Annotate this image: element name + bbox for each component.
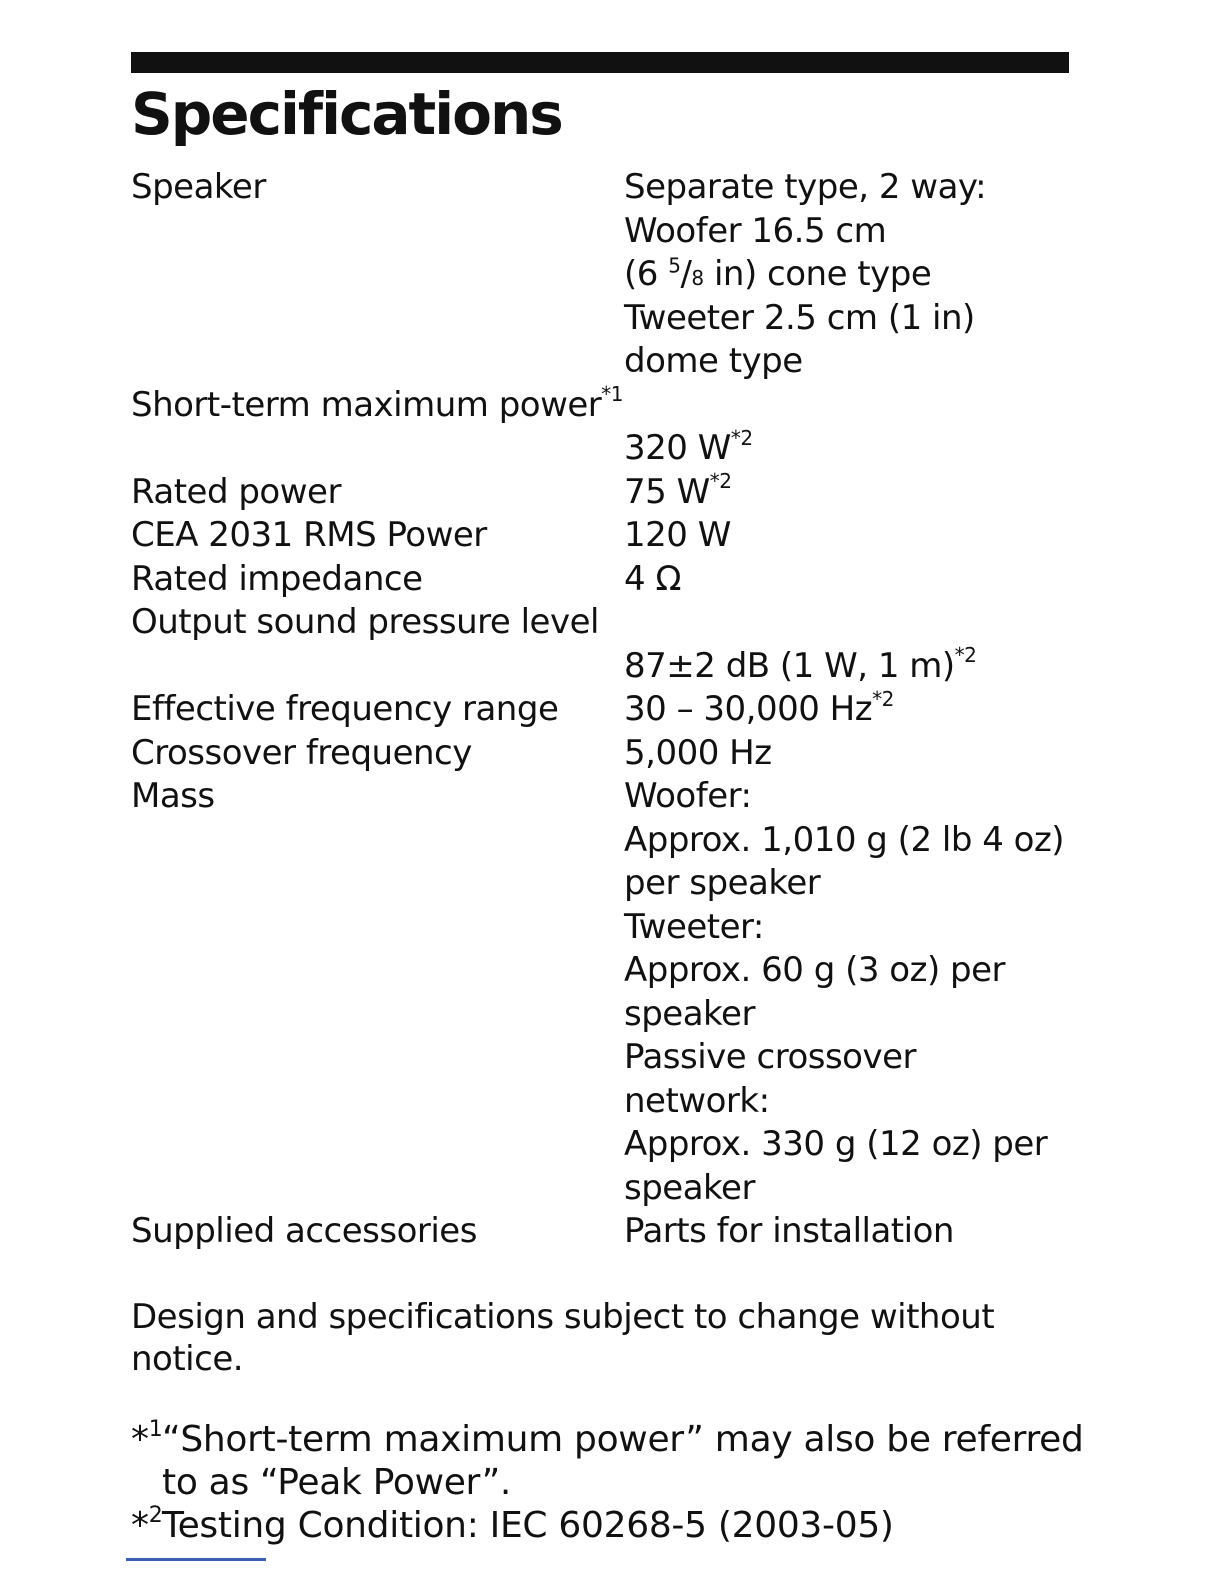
spec-label: CEA 2031 RMS Power [131, 515, 487, 555]
footnote-1 [131, 1418, 1091, 1504]
spec-value-line: Approx. 1,010 g (2 lb 4 oz) [624, 819, 1065, 860]
footnote-number: 1 [148, 1417, 163, 1442]
spec-value-line: Passive crossover [624, 1037, 917, 1077]
footnote-text-line: “Short-term maximum power” may also be referred [162, 1419, 1084, 1460]
spec-label: Crossover frequency [131, 732, 472, 773]
change-notice [131, 1296, 1091, 1380]
spec-row-crossover-frequency [131, 732, 1091, 776]
footnote-text-line: to as “Peak Power”. [162, 1462, 512, 1503]
spec-value-part: (6 [624, 254, 669, 294]
spec-value-line: network: [624, 1080, 770, 1121]
footnote-text-line: Testing Condition: IEC 60268-5 (2003-05) [162, 1505, 894, 1546]
spec-value-line [624, 688, 1091, 732]
spec-row-mass [131, 775, 1091, 1210]
spec-row-rated-power [131, 471, 1091, 515]
spec-row-effective-frequency-range [131, 688, 1091, 732]
page-title: Specifications [131, 80, 562, 148]
footnote-marker: *$^2$ [131, 1503, 163, 1546]
spec-value-text: 30 – 30,000 Hz [624, 689, 873, 729]
change-notice-line: Design and specifications subject to change without [131, 1297, 995, 1337]
footnote-ref: *1 [601, 382, 624, 407]
spec-value [131, 166, 1091, 384]
section-header-bar [131, 52, 1069, 73]
spec-row-cea-rms-power [131, 514, 1091, 558]
spec-value-part: in) cone type [703, 254, 932, 294]
spec-value-line: Tweeter: [624, 906, 764, 947]
spec-label: Output sound pressure level [131, 602, 599, 642]
spec-row-rated-impedance [131, 558, 1091, 602]
spec-value-line [624, 427, 1091, 471]
change-notice-line: notice. [131, 1339, 244, 1379]
spec-value-text: 87±2 dB (1 W, 1 m) [624, 645, 955, 686]
spec-value-line: Tweeter 2.5 cm (1 in) [624, 297, 975, 338]
spec-label: Effective frequency range [131, 689, 559, 729]
spec-value-line: per speaker [624, 863, 821, 903]
spec-label: Speaker [131, 167, 266, 207]
spec-value-line: 4 Ω [624, 558, 681, 599]
spec-label: Mass [131, 776, 215, 816]
spec-value [131, 775, 1091, 1210]
spec-row-supplied-accessories [131, 1210, 1091, 1254]
footnotes [131, 1418, 1091, 1547]
spec-value-line: Separate type, 2 way: [624, 167, 987, 207]
spec-value [131, 645, 1091, 689]
spec-value-line: Parts for installation [624, 1211, 954, 1251]
spec-value-line: Woofer: [624, 776, 752, 816]
spec-value-line: Approx. 60 g (3 oz) per [624, 950, 1006, 990]
fraction-numerator: 5 [668, 253, 681, 278]
footnote-marker: *$^1$ [131, 1417, 163, 1460]
spec-value-line [624, 645, 1091, 689]
footnote-number: 2 [148, 1503, 163, 1528]
fraction-denominator: 8 [691, 266, 704, 290]
spec-value-line: speaker [624, 1167, 755, 1208]
spec-value-line [624, 253, 1091, 297]
spec-row-short-term-maximum-power [131, 384, 1091, 471]
spec-label: Rated power [131, 471, 341, 512]
footnote-ref: *2 [872, 686, 894, 711]
spec-row-speaker [131, 166, 1091, 384]
spec-label-text: Short-term maximum power [131, 384, 602, 425]
spec-value-line [624, 471, 1091, 515]
footnote-2 [131, 1504, 1091, 1547]
spec-value-text: 320 W [624, 428, 731, 468]
specifications-table [131, 166, 1091, 1254]
page-bottom-rule [126, 1558, 266, 1561]
fraction-slash: / [680, 254, 692, 294]
spec-label: Supplied accessories [131, 1211, 477, 1251]
spec-label [131, 384, 1091, 428]
spec-value [131, 427, 1091, 471]
spec-value-line: speaker [624, 993, 755, 1034]
spec-value-line: Woofer 16.5 cm [624, 210, 887, 251]
spec-value-line: 5,000 Hz [624, 732, 772, 773]
spec-row-output-sound-pressure-level [131, 601, 1091, 688]
footnote-ref: *2 [954, 643, 977, 668]
footnote-ref: *2 [709, 469, 732, 494]
spec-value-line: 120 W [624, 515, 731, 555]
footnote-ref: *2 [730, 425, 753, 450]
spec-value-line: Approx. 330 g (12 oz) per [624, 1124, 1048, 1164]
spec-label: Rated impedance [131, 558, 423, 599]
spec-value-text: 75 W [624, 471, 710, 512]
spec-value-line: dome type [624, 341, 803, 381]
